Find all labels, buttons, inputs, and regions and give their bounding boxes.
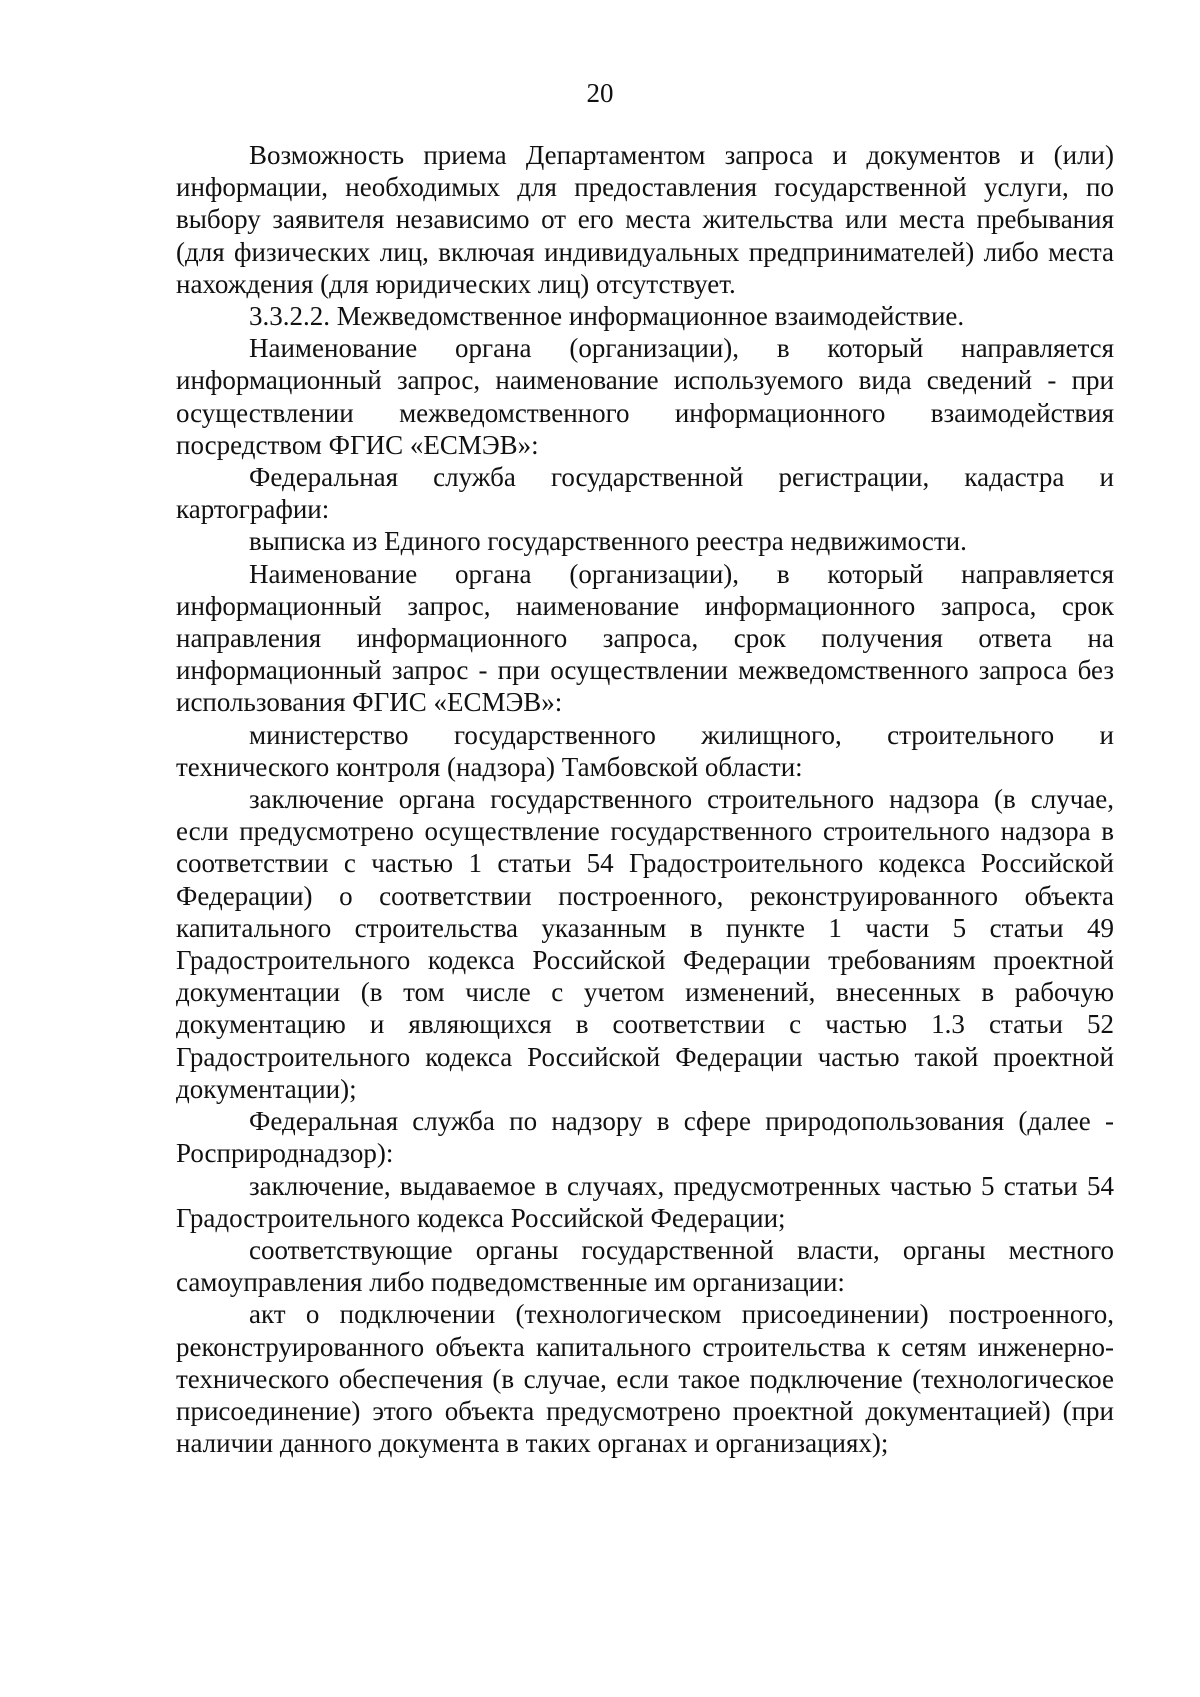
paragraph-reception-possibility: Возможность приема Департаментом запроса и документов и (или) информации, необходимых для предоставления государственной услуги, по выбору заявителя независимо от его места жительства или места пребывания (для физических лиц, включая индивидуальных предпринимателей) либо места нахождения (для юридических лиц) отсутствует.: [176, 140, 1114, 299]
paragraph-rosreestr: Федеральная служба государственной регистрации, кадастра и картографии:: [176, 462, 1114, 525]
paragraph-state-bodies: соответствующие органы государственной власти, органы местного самоуправления либо подведомственные им организации:: [176, 1234, 1114, 1298]
paragraph-egrn-extract: выписка из Единого государственного реестра недвижимости.: [249, 526, 967, 557]
paragraph-supervision-conclusion: заключение органа государственного строительного надзора (в случае, если предусмотрено осуществление государственного строительного надзора в соответствии с частью 1 статьи 54 Градостроительного кодекса Российской Федерации) о соответствии построенного, реконструированного объекта капитального строительства указанным в пункте 1 части 5 статьи 49 Градостроительного кодекса Российской Федерации требованиям проектной документации (в том числе с учетом изменений, внесенных в рабочую документацию и являющихся в соответствии с частью 1.3 статьи 52 Градостроительного кодекса Российской Федерации частью такой проектной документации);: [176, 784, 1114, 1104]
paragraph-connection-act: акт о подключении (технологическом присоединении) построенного, реконструированного объекта капитального строительства к сетям инженерно-технического обеспечения (в случае, если такое подключение (технологическое присоединение) этого объекта предусмотрено проектной документацией) (при наличии данного документа в таких органах и организациях);: [176, 1299, 1114, 1459]
page-number: 20: [586, 78, 614, 108]
paragraph-part5-conclusion: заключение, выдаваемое в случаях, предусмотренных частью 5 статьи 54 Градостроительного кодекса Российской Федерации;: [176, 1170, 1114, 1233]
paragraph-ministry-control: министерство государственного жилищного, строительного и технического контроля (надзора) Тамбовской области:: [176, 719, 1114, 782]
paragraph-authority-name-esmev: Наименование органа (организации), в который направляется информационный запрос, наименование используемого вида сведений - при осуществлении межведомственного информационного взаимодействия посредством ФГИС «ЕСМЭВ»:: [176, 333, 1114, 460]
paragraph-rosprirodnadzor: Федеральная служба по надзору в сфере природопользования (далее - Росприроднадзор):: [176, 1106, 1114, 1169]
document-body: [176, 139, 1114, 1459]
paragraph-authority-name-non-esmev: Наименование органа (организации), в который направляется информационный запрос, наименование информационного запроса, срок направления информационного запроса, срок получения ответа на информационный запрос - при осуществлении межведомственного запроса без использования ФГИС «ЕСМЭВ»:: [176, 558, 1114, 718]
section-heading-3-3-2-2: 3.3.2.2. Межведомственное информационное взаимодействие.: [249, 301, 965, 332]
